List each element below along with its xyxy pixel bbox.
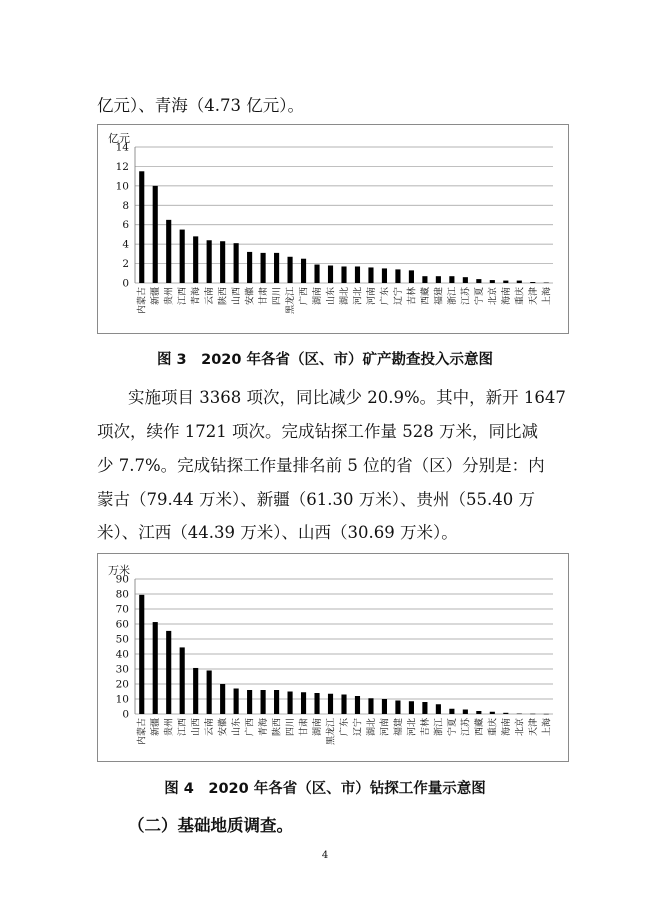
bar <box>207 240 212 283</box>
bar <box>395 269 400 283</box>
bar <box>166 631 171 714</box>
x-tick-label: 内蒙古 <box>137 287 148 315</box>
x-tick-label: 海南 <box>501 287 512 306</box>
bar <box>166 220 171 283</box>
x-tick-label: 安徽 <box>245 287 256 306</box>
x-tick-label: 新疆 <box>151 287 162 306</box>
x-tick-label: 上海 <box>542 718 553 737</box>
x-tick-label: 重庆 <box>515 287 526 306</box>
x-tick-label: 陕西 <box>218 287 229 306</box>
chart-box-1 <box>97 124 569 334</box>
bar <box>517 281 522 283</box>
bar <box>490 712 495 714</box>
x-tick-label: 宁夏 <box>447 718 458 737</box>
x-tick-label: 新疆 <box>151 718 162 737</box>
x-tick-label: 云南 <box>205 718 216 737</box>
y-tick-label: 0 <box>122 277 129 290</box>
x-tick-label: 吉林 <box>420 718 431 737</box>
x-tick-label: 山东 <box>232 718 243 737</box>
x-tick-label: 内蒙古 <box>137 718 148 746</box>
bar <box>261 690 266 714</box>
x-tick-label: 辽宁 <box>393 287 404 306</box>
bar <box>395 701 400 715</box>
x-tick-label: 江西 <box>178 718 189 737</box>
bar <box>476 711 481 714</box>
bar <box>355 696 360 714</box>
x-tick-label: 吉林 <box>407 287 418 306</box>
bar <box>355 266 360 283</box>
bar <box>422 702 427 714</box>
x-tick-label: 天津 <box>528 718 539 737</box>
x-tick-label: 浙江 <box>434 718 445 737</box>
y-tick-label: 40 <box>115 648 129 661</box>
x-tick-label: 贵州 <box>164 718 175 737</box>
x-tick-label: 湖北 <box>340 287 350 306</box>
bar <box>490 280 495 283</box>
bar <box>220 684 225 714</box>
unit-label: 万米 <box>108 564 130 577</box>
bar <box>328 266 333 283</box>
x-tick-label: 安徽 <box>218 718 229 737</box>
x-tick-label: 福建 <box>434 287 445 306</box>
x-tick-label: 江苏 <box>461 718 472 737</box>
bar <box>247 252 252 283</box>
paragraph-line-2: 项次，续作 1721 项次。完成钻探工作量 528 万米，同比减 <box>97 422 538 441</box>
x-tick-label: 广西 <box>299 287 310 306</box>
x-tick-label: 黑龙江 <box>326 718 337 746</box>
y-tick-label: 2 <box>122 258 129 271</box>
bar <box>220 241 225 283</box>
x-tick-label: 广东 <box>380 287 391 306</box>
x-tick-label: 天津 <box>528 287 539 306</box>
y-tick-label: 10 <box>115 180 129 193</box>
y-tick-label: 0 <box>122 708 129 721</box>
bar <box>328 694 333 714</box>
bar <box>409 701 414 714</box>
bar <box>503 281 508 283</box>
bar <box>153 186 158 283</box>
bar <box>382 268 387 283</box>
section-subheading: （二）基础地质调查。 <box>128 816 293 835</box>
bar <box>301 692 306 714</box>
x-tick-label: 北京 <box>515 718 526 737</box>
x-tick-label: 北京 <box>488 287 499 306</box>
x-tick-label: 河北 <box>353 287 364 306</box>
bar <box>463 710 468 715</box>
x-tick-label: 江西 <box>178 287 189 306</box>
bar <box>449 709 454 714</box>
x-tick-label: 宁夏 <box>474 287 485 306</box>
bar <box>301 259 306 283</box>
x-tick-label: 福建 <box>393 718 404 737</box>
y-tick-label: 10 <box>115 693 129 706</box>
bar <box>234 243 239 283</box>
figure-4-caption: 图 4 2020 年各省（区、市）钻探工作量示意图 <box>164 781 486 797</box>
bar-chart-investment <box>98 125 568 333</box>
x-tick-label: 广西 <box>245 718 256 737</box>
x-tick-label: 云南 <box>205 287 216 306</box>
y-tick-label: 12 <box>115 160 129 173</box>
bar <box>517 714 522 715</box>
y-tick-label: 70 <box>115 603 129 616</box>
page-number: 4 <box>321 850 329 861</box>
x-tick-label: 河南 <box>380 718 391 737</box>
x-tick-label: 青海 <box>259 718 270 737</box>
bar <box>234 689 239 715</box>
y-tick-label: 14 <box>115 141 129 154</box>
bar <box>247 690 252 714</box>
y-tick-label: 20 <box>115 678 129 691</box>
x-tick-label: 陕西 <box>272 718 283 737</box>
bar <box>341 266 346 283</box>
y-tick-label: 4 <box>122 238 129 251</box>
y-tick-label: 30 <box>115 663 129 676</box>
bar <box>436 276 441 283</box>
y-tick-label: 60 <box>115 618 129 631</box>
x-tick-label: 山西 <box>191 718 202 737</box>
bar-chart-drilling <box>98 554 568 761</box>
bar <box>449 276 454 283</box>
y-tick-label: 90 <box>115 573 129 586</box>
x-tick-label: 青海 <box>191 287 202 306</box>
bar <box>503 713 508 714</box>
x-tick-label: 浙江 <box>447 287 458 306</box>
x-tick-label: 湖北 <box>366 718 377 737</box>
bar <box>274 690 279 714</box>
x-tick-label: 山西 <box>232 287 243 306</box>
bar <box>463 277 468 283</box>
bar <box>436 704 441 714</box>
y-tick-label: 80 <box>115 588 129 601</box>
x-tick-label: 黑龙江 <box>286 287 297 315</box>
y-tick-label: 8 <box>122 199 129 212</box>
x-tick-label: 甘肃 <box>299 718 310 737</box>
bar <box>153 622 158 714</box>
bar <box>288 257 293 283</box>
bar <box>476 279 481 283</box>
bar <box>314 693 319 714</box>
bar <box>207 671 212 715</box>
paragraph-line-1: 实施项目 3368 项次，同比减少 20.9%。其中，新开 1647 <box>128 388 566 407</box>
x-tick-label: 四川 <box>286 718 297 737</box>
chart-box-2 <box>97 553 569 762</box>
x-tick-label: 江苏 <box>461 287 472 306</box>
x-tick-label: 河南 <box>366 287 377 306</box>
y-tick-label: 50 <box>115 633 129 646</box>
paragraph-line-3: 少 7.7%。完成钻探工作量排名前 5 位的省（区）分别是：内 <box>97 456 545 475</box>
bar <box>288 692 293 715</box>
x-tick-label: 海南 <box>501 718 512 737</box>
x-tick-label: 贵州 <box>164 287 175 306</box>
paragraph-line-5: 米）、江西（44.39 万米）、山西（30.69 万米）。 <box>97 523 458 542</box>
bar <box>530 714 535 715</box>
paragraph-line-4: 蒙古（79.44 万米）、新疆（61.30 万米）、贵州（55.40 万 <box>97 490 535 509</box>
x-tick-label: 重庆 <box>488 718 499 737</box>
y-tick-label: 6 <box>122 219 129 232</box>
paragraph-continuation: 亿元）、青海（4.73 亿元）。 <box>97 96 304 115</box>
bar <box>422 276 427 283</box>
bar <box>193 236 198 283</box>
bar <box>341 695 346 715</box>
bar <box>180 647 185 714</box>
bar <box>382 699 387 714</box>
x-tick-label: 辽宁 <box>353 718 364 737</box>
bar <box>368 267 373 283</box>
bar <box>193 668 198 714</box>
bar <box>261 253 266 283</box>
bar <box>180 230 185 283</box>
bar <box>530 282 535 283</box>
bar <box>544 283 549 284</box>
bar <box>409 270 414 283</box>
x-tick-label: 上海 <box>542 287 553 306</box>
x-tick-label: 广东 <box>340 718 350 737</box>
bar <box>368 698 373 714</box>
unit-label: 亿元 <box>108 132 130 145</box>
bar <box>139 171 144 283</box>
figure-3-caption: 图 3 2020 年各省（区、市）矿产勘查投入示意图 <box>156 352 494 368</box>
x-tick-label: 甘肃 <box>259 287 270 306</box>
x-tick-label: 山东 <box>326 287 337 306</box>
x-tick-label: 河北 <box>407 718 418 737</box>
x-tick-label: 西藏 <box>420 287 431 306</box>
bar <box>544 714 549 715</box>
bar <box>139 595 144 714</box>
x-tick-label: 西藏 <box>474 718 485 737</box>
x-tick-label: 湖南 <box>313 287 324 306</box>
bar <box>274 253 279 283</box>
bar <box>314 265 319 283</box>
x-tick-label: 四川 <box>272 287 283 306</box>
x-tick-label: 湖南 <box>313 718 324 737</box>
